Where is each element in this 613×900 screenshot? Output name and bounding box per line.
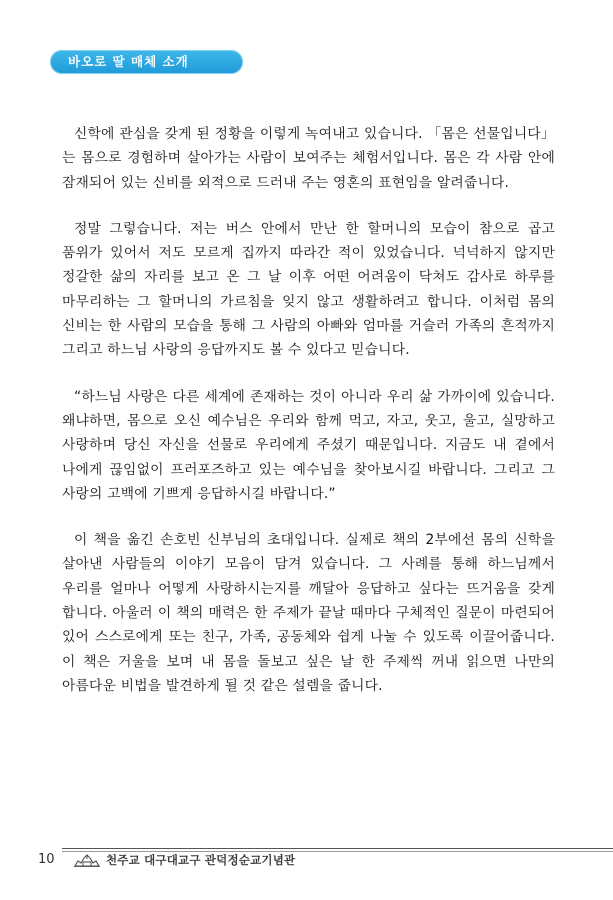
publication-title: 천주교 대구대교구 관덕정순교기념관 (106, 853, 296, 867)
section-tab (50, 50, 243, 74)
paragraph-4: 이 책을 옮긴 손호빈 신부님의 초대입니다. 실제로 책의 2부에선 몸의 신학을 살아낸 사람들의 이야기 모음이 담겨 있습니다. 그 사례를 통해 하느님께서 우리를 얼마나 어떻게 사랑하시는지를 깨달아 응답하고 싶다는 뜨거움을 갖게 합니다. 아울러 이 책의 매력은 한 주제가 끝날 때마다 구체적인 질문이 마련되어 있어 스스로에게 또는 친구, 가족, 공동체와 쉽게 나눌 수 있도록 이끌어줍니다. 이 책은 거울을 보며 내 몸을 돌보고 싶은 날 한 주제씩 꺼내 읽으면 나만의 아름다운 비법을 발견하게 될 것 같은 설렘을 줍니다. (62, 532, 555, 694)
shrine-logo-icon (74, 854, 100, 867)
paragraph-2: 정말 그렇습니다. 저는 버스 안에서 만난 한 할머니의 모습이 참으로 곱고 품위가 있어서 저도 모르게 집까지 따라간 적이 있었습니다. 넉넉하지 않지만 정갈한 삶의 자리를 보고 온 그 날 이후 어떤 어려움이 닥쳐도 감사로 하루를 마무리하는 그 할머니의 가르침을 잊지 않고 생활하려고 합니다. 이처럼 몸의 신비는 한 사람의 모습을 통해 그 사람의 아빠와 엄마를 거슬러 가족의 흔적까지 그리고 하느님 사랑의 응답까지도 볼 수 있다고 믿습니다. (62, 220, 555, 359)
section-tab-label: 바오로 딸 매체 소개 (68, 54, 189, 69)
footer-rule (62, 848, 613, 849)
page-number: 10 (38, 852, 55, 867)
article-body (62, 122, 555, 720)
paragraph-3: “하느님 사랑은 다른 세계에 존재하는 것이 아니라 우리 삶 가까이에 있습니다. 왜냐하면, 몸으로 오신 예수님은 우리와 함께 먹고, 자고, 웃고, 울고, 실망하고 사랑하며 당신 자신을 선물로 우리에게 주셨기 때문입니다. 지금도 내 곁에서 나에게 끊임없이 프러포즈하고 있는 예수님을 찾아보시길 바랍니다. 그리고 그 사랑의 고백에 기쁘게 응답하시길 바랍니다.” (62, 388, 555, 502)
paragraph-1: 신학에 관심을 갖게 된 정황을 이렇게 녹여내고 있습니다. 「몸은 선물입니다」는 몸으로 경험하며 살아가는 사람이 보여주는 체험서입니다. 몸은 각 사람 안에 잠재되어 있는 신비를 외적으로 드러내 주는 영혼의 표현임을 알려줍니다. (62, 126, 555, 191)
